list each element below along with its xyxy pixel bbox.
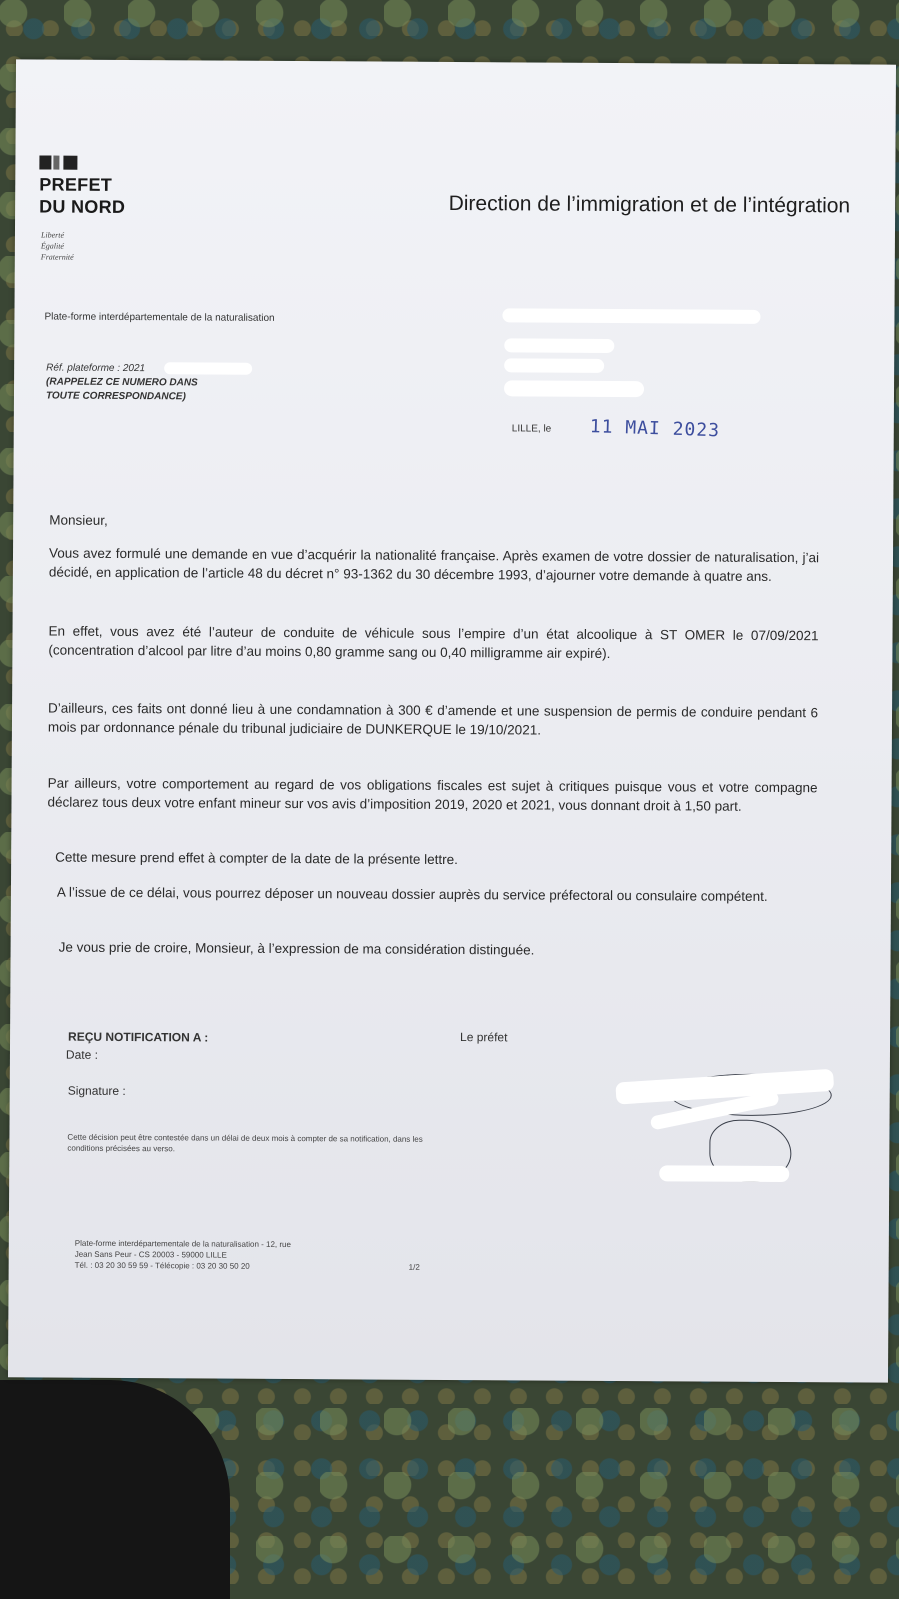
paragraph-decision: Vous avez formulé une demande en vue d’acquérir la nationalité française. Après examen de votre dossier de naturalisation, j’ai décidé, en application de l’article 48 du décret n° 93-1362 du 30 décembre 1993, d’ajourner votre demande à quatre ans. xyxy=(48,545,820,584)
letter-page xyxy=(8,59,896,1382)
redacted-reference xyxy=(164,362,252,375)
plateforme-label: Plate-forme interdépartementale de la naturalisation xyxy=(44,311,275,324)
prefecture-name xyxy=(39,173,125,218)
footer-line2: Jean Sans Peur - CS 20003 - 59000 LILLE xyxy=(74,1249,227,1260)
place-label: LILLE, le xyxy=(511,423,552,435)
date-stamp: 11 MAI 2023 xyxy=(589,416,721,442)
salutation: Monsieur, xyxy=(49,512,108,528)
direction-title: Direction de l’immigration et de l’intégration xyxy=(448,191,851,218)
reference-number: Réf. plateforme : 2021 xyxy=(46,362,146,375)
reference-note-line2: TOUTE CORRESPONDANCE) xyxy=(45,390,186,403)
motto-egalite: Égalité xyxy=(40,241,65,251)
paragraph-offense: En effet, vous avez été l’auteur de conduite de véhicule sous l’empire d’un état alcoolique à ST OMER le 07/09/2021 (concentration d’alcool par litre d’au moins 0,80 gramme sang ou 0,40 milligramme air expiré). xyxy=(48,623,819,661)
paragraph-closing: Je vous prie de croire, Monsieur, à l’expression de ma considération distinguée. xyxy=(58,939,535,958)
redacted-address-2 xyxy=(504,358,604,373)
paragraph-new-application: A l’issue de ce délai, vous pourrez déposer un nouveau dossier auprès du service préfectoral ou consulaire compétent. xyxy=(56,884,768,904)
date-label: Date : xyxy=(65,1047,99,1062)
footer-line1: Plate-forme interdépartementale de la naturalisation - 12, rue xyxy=(74,1238,291,1250)
motto-fraternite: Fraternité xyxy=(40,252,74,262)
paragraph-tax: Par ailleurs, votre comportement au regard de vos obligations fiscales est sujet à critiques puisque vous et votre compagne déclarez tous deux votre enfant mineur sur vos avis d’imposition 2019, 2020 et 2021, vous donnant droit à 1,50 part. xyxy=(47,775,818,814)
footer-line3: Tél. : 03 20 30 59 59 - Télécopie : 03 20 30 50 20 xyxy=(74,1260,250,1271)
prefecture-name-line2: DU NORD xyxy=(39,196,126,217)
paragraph-conviction: D’ailleurs, ces faits ont donné lieu à une condamnation à 300 € d’amende et une suspension de permis de conduire pendant 6 mois par ordonnance pénale du tribunal judiciaire de DUNKERQUE le 19/10/2021. xyxy=(47,700,819,738)
signature-label: Signature : xyxy=(67,1083,126,1099)
page-number: 1/2 xyxy=(408,1262,420,1272)
marianne-logo xyxy=(39,155,79,169)
paragraph-effect: Cette mesure prend effet à compter de la date de la présente lettre. xyxy=(55,849,458,868)
redacted-address-3 xyxy=(504,380,644,397)
redacted-address-1 xyxy=(504,338,614,353)
prefet-label: Le préfet xyxy=(460,1030,508,1045)
reference-note-line1: (RAPPELEZ CE NUMERO DANS xyxy=(46,376,198,389)
republic-motto xyxy=(41,229,74,262)
notification-received-label: REÇU NOTIFICATION A : xyxy=(68,1029,209,1045)
redacted-signatory-name xyxy=(659,1165,789,1182)
redacted-recipient-name xyxy=(502,308,760,324)
prefecture-name-line1: PREFET xyxy=(39,174,113,195)
appeal-notice: Cette décision peut être contestée dans un délai de deux mois à compter de sa notification, dans les conditions précisées au verso. xyxy=(67,1132,423,1154)
motto-liberte: Liberté xyxy=(40,230,65,240)
footer-address xyxy=(75,1238,291,1272)
